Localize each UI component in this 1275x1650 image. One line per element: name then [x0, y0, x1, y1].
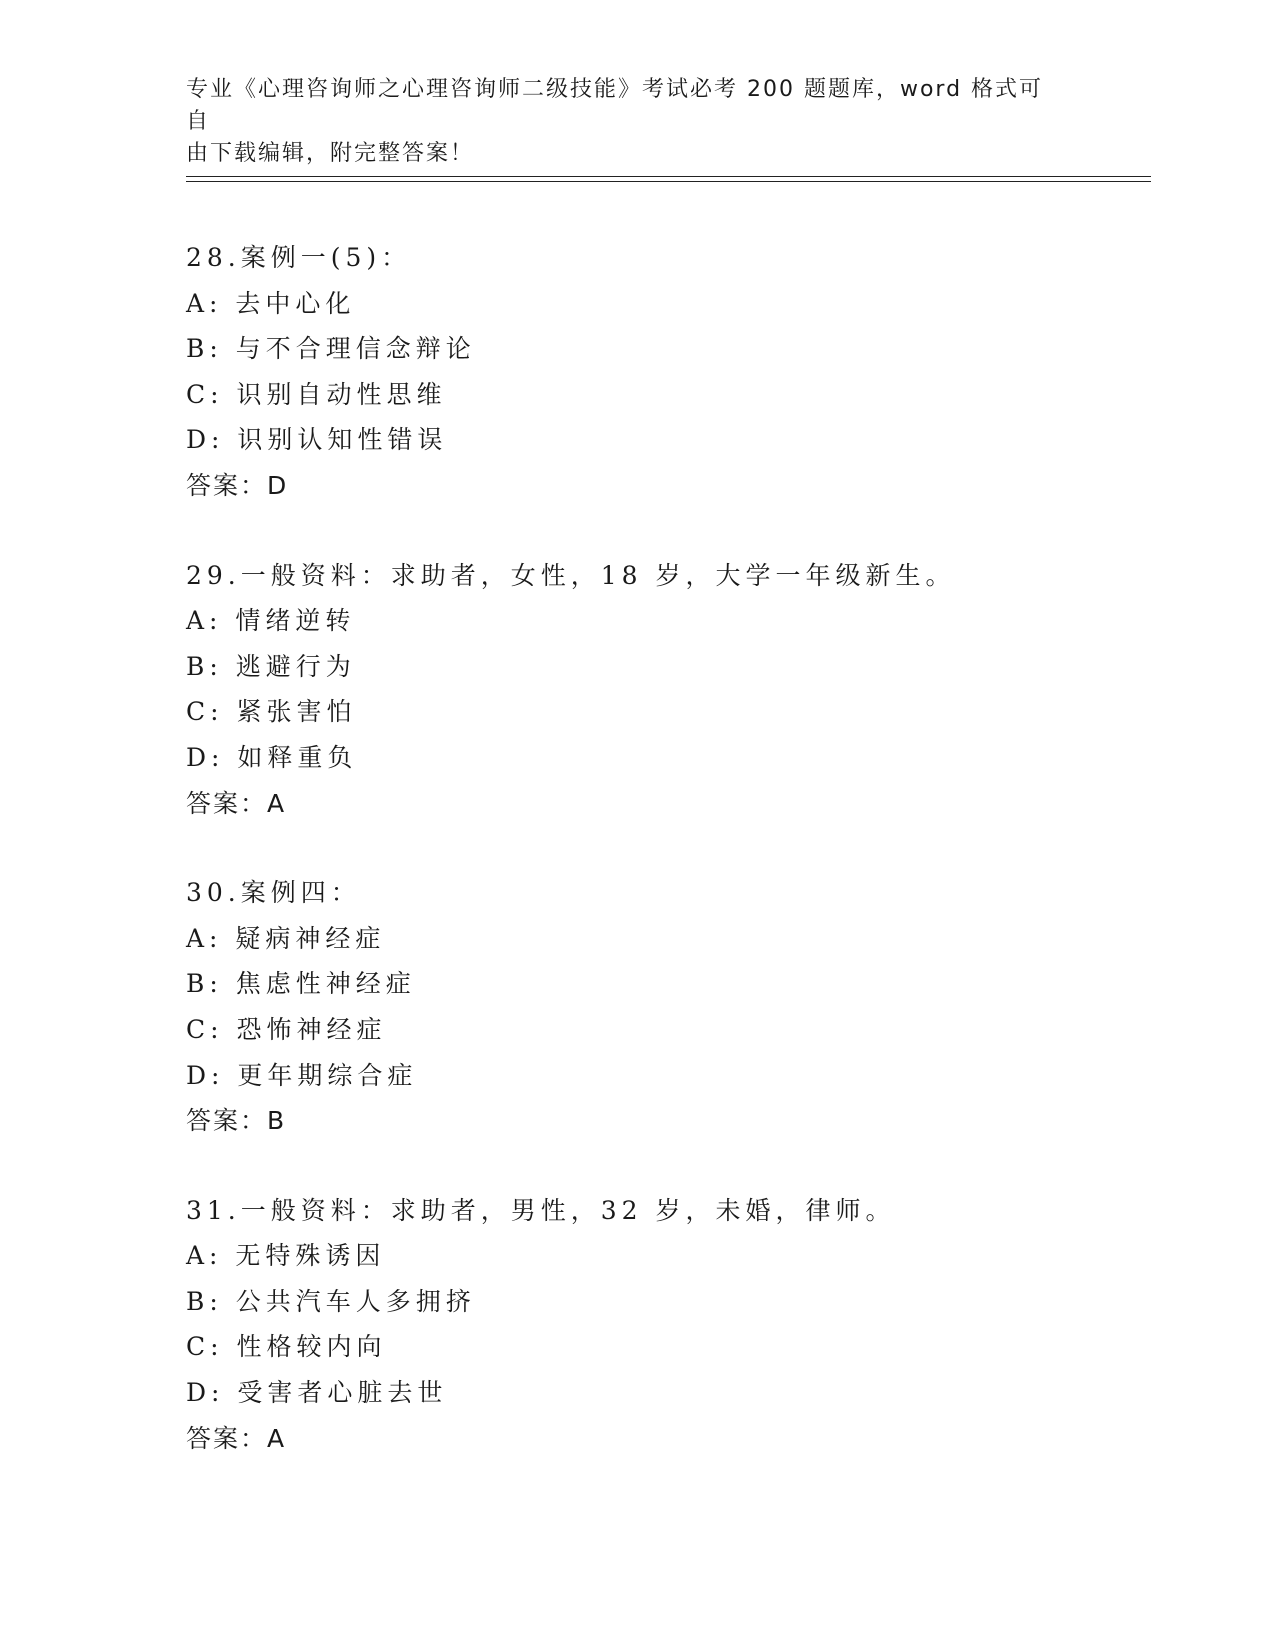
option-d: D: 受害者心脏去世 — [186, 1378, 448, 1408]
option-c: C: 恐怖神经症 — [186, 1014, 387, 1044]
option-d: D: 识别认知性错误 — [186, 425, 448, 455]
option-c: C: 性格较内向 — [186, 1332, 387, 1362]
option-b: B: 逃避行为 — [186, 651, 356, 681]
option-d: D: 更年期综合症 — [186, 1060, 418, 1090]
header-divider-top — [186, 176, 1151, 177]
option-a: A: 疑病神经症 — [186, 923, 386, 953]
answer-label: 答案：A — [186, 1423, 287, 1453]
option-c: C: 识别自动性思维 — [186, 379, 447, 409]
answer-label: 答案：D — [186, 470, 289, 500]
question-28 — [186, 235, 1146, 509]
option-b: B: 焦虑性神经症 — [186, 969, 416, 999]
header-title-line-1: 专业《心理咨询师之心理咨询师二级技能》考试必考 200 题题库，word 格式可自 — [186, 77, 1044, 134]
option-b: B: 公共汽车人多拥挤 — [186, 1286, 476, 1316]
question-stem: 31.一般资料：求助者，男性，32 岁，未婚，律师。 — [186, 1195, 896, 1225]
option-a: A: 去中心化 — [186, 288, 356, 318]
option-a: A: 无特殊诱因 — [186, 1241, 386, 1271]
option-b: B: 与不合理信念辩论 — [186, 334, 476, 364]
option-c: C: 紧张害怕 — [186, 697, 357, 727]
document-header — [186, 74, 1066, 170]
question-stem: 28.案例一(5)： — [186, 243, 412, 272]
header-divider-bottom — [186, 181, 1151, 182]
question-list — [186, 235, 1146, 1505]
option-d: D: 如释重负 — [186, 742, 358, 772]
question-31 — [186, 1188, 1146, 1462]
question-30 — [186, 870, 1146, 1144]
answer-label: 答案：A — [186, 788, 287, 818]
option-a: A: 情绪逆转 — [186, 606, 356, 636]
question-stem: 29.一般资料：求助者，女性，18 岁，大学一年级新生。 — [186, 560, 956, 590]
question-29 — [186, 553, 1146, 827]
answer-label: 答案：B — [186, 1106, 287, 1136]
question-stem: 30.案例四： — [186, 878, 361, 908]
header-title-line-2: 由下载编辑，附完整答案！ — [186, 141, 475, 166]
